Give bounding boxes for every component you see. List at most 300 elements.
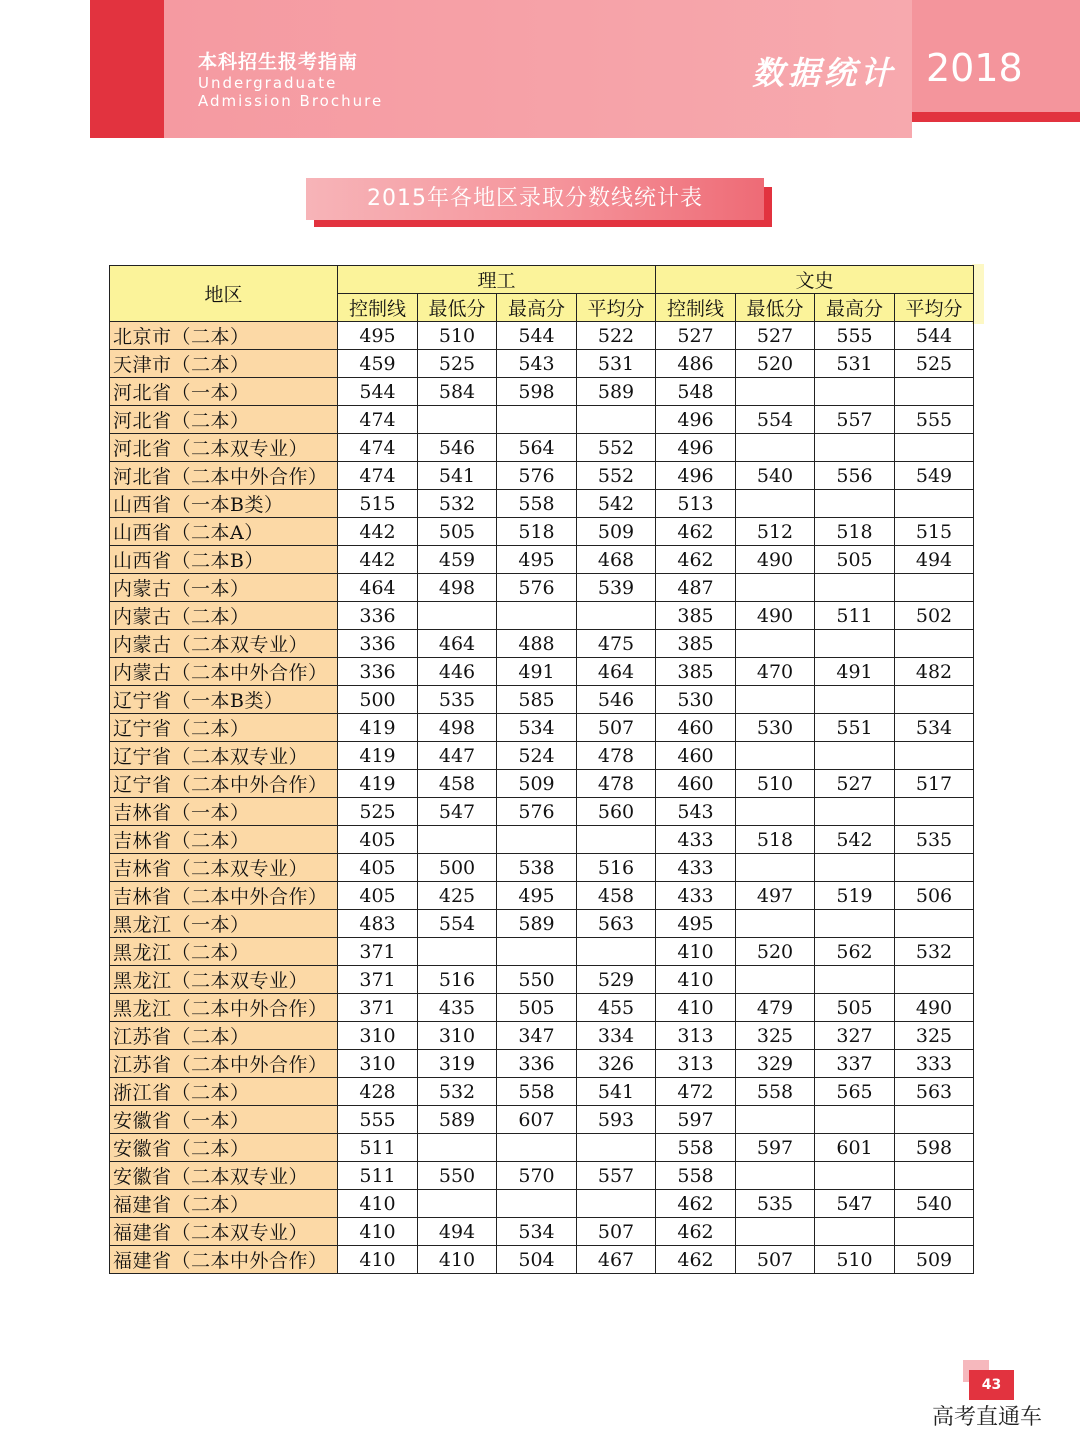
score-cell: 518: [736, 826, 815, 854]
score-cell: 458: [418, 770, 497, 798]
score-cell: 385: [656, 630, 736, 658]
region-cell: 内蒙古（二本）: [110, 602, 338, 630]
table-row: [110, 798, 974, 826]
score-cell: 410: [656, 938, 736, 966]
score-cell: [736, 966, 815, 994]
score-cell: 529: [577, 966, 656, 994]
region-cell: 辽宁省（二本双专业）: [110, 742, 338, 770]
score-cell: 496: [656, 406, 736, 434]
score-cell: 511: [338, 1162, 418, 1190]
region-cell: 黑龙江（二本中外合作）: [110, 994, 338, 1022]
region-cell: 黑龙江（二本双专业）: [110, 966, 338, 994]
score-cell: 462: [656, 1246, 736, 1274]
score-cell: [815, 798, 895, 826]
score-cell: 576: [497, 462, 577, 490]
score-cell: 458: [577, 882, 656, 910]
score-cell: 425: [418, 882, 497, 910]
score-cell: 442: [338, 546, 418, 574]
score-cell: 325: [736, 1022, 815, 1050]
score-cell: 564: [497, 434, 577, 462]
score-cell: 554: [736, 406, 815, 434]
score-cell: [497, 602, 577, 630]
score-cell: 500: [338, 686, 418, 714]
group-header-science: 理工: [338, 266, 656, 294]
score-cell: 334: [577, 1022, 656, 1050]
score-cell: 509: [497, 770, 577, 798]
score-cell: 547: [418, 798, 497, 826]
score-cell: 558: [656, 1162, 736, 1190]
score-cell: [815, 490, 895, 518]
score-cell: [895, 854, 974, 882]
score-cell: 410: [656, 966, 736, 994]
score-cell: 410: [418, 1246, 497, 1274]
region-cell: 河北省（二本双专业）: [110, 434, 338, 462]
score-cell: 502: [895, 602, 974, 630]
score-cell: [895, 1162, 974, 1190]
region-cell: 内蒙古（二本双专业）: [110, 630, 338, 658]
score-cell: 552: [577, 434, 656, 462]
table-row: [110, 910, 974, 938]
score-cell: [815, 1218, 895, 1246]
score-cell: 598: [497, 378, 577, 406]
score-cell: [815, 966, 895, 994]
score-cell: 530: [656, 686, 736, 714]
score-cell: 310: [338, 1022, 418, 1050]
score-cell: [736, 1106, 815, 1134]
score-cell: [895, 798, 974, 826]
score-cell: [736, 1218, 815, 1246]
region-cell: 安徽省（二本双专业）: [110, 1162, 338, 1190]
score-cell: 558: [656, 1134, 736, 1162]
region-cell: 辽宁省（二本）: [110, 714, 338, 742]
score-cell: [736, 742, 815, 770]
score-cell: 524: [497, 742, 577, 770]
score-cell: 490: [895, 994, 974, 1022]
score-cell: 504: [497, 1246, 577, 1274]
score-cell: [895, 1106, 974, 1134]
score-cell: 535: [418, 686, 497, 714]
score-cell: 462: [656, 518, 736, 546]
table-row: [110, 574, 974, 602]
score-cell: 495: [656, 910, 736, 938]
score-cell: 495: [497, 882, 577, 910]
score-cell: 516: [577, 854, 656, 882]
score-cell: 433: [656, 826, 736, 854]
table-row: [110, 854, 974, 882]
score-cell: 494: [418, 1218, 497, 1246]
column-header: 控制线: [338, 294, 418, 322]
score-cell: 558: [736, 1078, 815, 1106]
score-cell: [895, 434, 974, 462]
score-cell: 507: [736, 1246, 815, 1274]
score-cell: 510: [736, 770, 815, 798]
score-cell: [736, 574, 815, 602]
score-cell: 313: [656, 1022, 736, 1050]
score-cell: [577, 938, 656, 966]
score-cell: 447: [418, 742, 497, 770]
score-cell: 462: [656, 1190, 736, 1218]
score-cell: 546: [577, 686, 656, 714]
region-cell: 吉林省（一本）: [110, 798, 338, 826]
score-cell: 460: [656, 742, 736, 770]
table-title: 2015年各地区录取分数线统计表: [306, 178, 764, 220]
score-cell: 410: [656, 994, 736, 1022]
table-body: [110, 322, 974, 1274]
score-cell: 515: [895, 518, 974, 546]
score-cell: 519: [815, 882, 895, 910]
score-cell: 459: [338, 350, 418, 378]
score-cell: [895, 574, 974, 602]
table-row: [110, 490, 974, 518]
score-cell: 498: [418, 574, 497, 602]
score-cell: 333: [895, 1050, 974, 1078]
score-cell: 518: [815, 518, 895, 546]
column-header: 最高分: [497, 294, 577, 322]
column-header: 最低分: [736, 294, 815, 322]
score-cell: 542: [815, 826, 895, 854]
score-cell: 327: [815, 1022, 895, 1050]
table-row: [110, 658, 974, 686]
score-cell: 405: [338, 826, 418, 854]
region-cell: 辽宁省（二本中外合作）: [110, 770, 338, 798]
score-cell: 419: [338, 770, 418, 798]
table-row: [110, 994, 974, 1022]
score-cell: 483: [338, 910, 418, 938]
score-cell: [736, 630, 815, 658]
score-cell: 532: [418, 490, 497, 518]
table-row: [110, 602, 974, 630]
score-cell: [577, 826, 656, 854]
score-cell: 584: [418, 378, 497, 406]
score-cell: 557: [577, 1162, 656, 1190]
year-label: 2018: [926, 46, 1023, 90]
score-cell: 535: [736, 1190, 815, 1218]
region-cell: 福建省（二本中外合作）: [110, 1246, 338, 1274]
score-cell: 505: [497, 994, 577, 1022]
region-cell: 吉林省（二本中外合作）: [110, 882, 338, 910]
score-cell: 385: [656, 602, 736, 630]
region-cell: 安徽省（二本）: [110, 1134, 338, 1162]
score-cell: [736, 910, 815, 938]
score-cell: 488: [497, 630, 577, 658]
score-cell: [736, 1162, 815, 1190]
table-row: [110, 434, 974, 462]
table-row: [110, 1050, 974, 1078]
score-cell: 505: [418, 518, 497, 546]
score-cell: 410: [338, 1246, 418, 1274]
score-cell: [895, 1218, 974, 1246]
score-cell: 576: [497, 574, 577, 602]
region-cell: 天津市（二本）: [110, 350, 338, 378]
score-cell: [418, 406, 497, 434]
score-cell: 562: [815, 938, 895, 966]
table-row: [110, 1022, 974, 1050]
score-cell: 517: [895, 770, 974, 798]
score-cell: 535: [895, 826, 974, 854]
score-cell: [815, 742, 895, 770]
score-cell: 554: [418, 910, 497, 938]
score-cell: 505: [815, 546, 895, 574]
score-cell: 607: [497, 1106, 577, 1134]
score-cell: 546: [418, 434, 497, 462]
score-cell: 313: [656, 1050, 736, 1078]
score-cell: [815, 434, 895, 462]
region-cell: 江苏省（二本中外合作）: [110, 1050, 338, 1078]
score-cell: 478: [577, 770, 656, 798]
table-row: [110, 1190, 974, 1218]
region-cell: 黑龙江（一本）: [110, 910, 338, 938]
score-cell: [736, 686, 815, 714]
score-cell: 470: [736, 658, 815, 686]
watermark: 高考直通车: [932, 1405, 1043, 1430]
score-cell: 433: [656, 882, 736, 910]
score-cell: 500: [418, 854, 497, 882]
table-row: [110, 770, 974, 798]
column-header: 平均分: [895, 294, 974, 322]
score-cell: 516: [418, 966, 497, 994]
score-cell: 543: [656, 798, 736, 826]
score-cell: 371: [338, 966, 418, 994]
score-cell: 446: [418, 658, 497, 686]
score-cell: 405: [338, 854, 418, 882]
score-cell: [895, 490, 974, 518]
score-cell: 329: [736, 1050, 815, 1078]
score-cell: 442: [338, 518, 418, 546]
score-cell: 497: [736, 882, 815, 910]
score-cell: [418, 1190, 497, 1218]
score-cell: 509: [895, 1246, 974, 1274]
score-cell: 589: [577, 378, 656, 406]
score-cell: 518: [497, 518, 577, 546]
brochure-title: [198, 47, 383, 110]
score-cell: 512: [736, 518, 815, 546]
region-cell: 浙江省（二本）: [110, 1078, 338, 1106]
score-cell: 336: [497, 1050, 577, 1078]
score-cell: 527: [815, 770, 895, 798]
region-cell: 黑龙江（二本）: [110, 938, 338, 966]
score-cell: 468: [577, 546, 656, 574]
score-cell: 347: [497, 1022, 577, 1050]
score-cell: 539: [577, 574, 656, 602]
group-header-arts: 文史: [656, 266, 974, 294]
score-cell: 419: [338, 714, 418, 742]
table-row: [110, 322, 974, 350]
score-cell: 371: [338, 938, 418, 966]
score-cell: 510: [418, 322, 497, 350]
section-title: 数据统计: [752, 54, 897, 92]
score-cell: 385: [656, 658, 736, 686]
score-cell: 532: [418, 1078, 497, 1106]
score-cell: 459: [418, 546, 497, 574]
score-table: [109, 265, 974, 1274]
score-cell: 525: [338, 798, 418, 826]
score-cell: 598: [895, 1134, 974, 1162]
region-cell: 山西省（二本B）: [110, 546, 338, 574]
region-cell: 河北省（二本中外合作）: [110, 462, 338, 490]
score-cell: [895, 630, 974, 658]
score-cell: 585: [497, 686, 577, 714]
score-cell: 557: [815, 406, 895, 434]
table-row: [110, 938, 974, 966]
score-cell: 550: [497, 966, 577, 994]
score-cell: 505: [815, 994, 895, 1022]
score-cell: 336: [338, 658, 418, 686]
score-cell: 531: [815, 350, 895, 378]
score-cell: 570: [497, 1162, 577, 1190]
score-cell: 540: [895, 1190, 974, 1218]
region-cell: 山西省（二本A）: [110, 518, 338, 546]
table-row: [110, 1134, 974, 1162]
score-cell: 495: [497, 546, 577, 574]
score-cell: 555: [338, 1106, 418, 1134]
score-cell: 532: [895, 938, 974, 966]
score-cell: 507: [577, 714, 656, 742]
table-row: [110, 462, 974, 490]
score-cell: 525: [418, 350, 497, 378]
table-header: [110, 266, 974, 322]
score-cell: 550: [418, 1162, 497, 1190]
header-banner-accent: [912, 112, 1080, 122]
score-cell: 410: [338, 1190, 418, 1218]
score-cell: [418, 1134, 497, 1162]
score-cell: 475: [577, 630, 656, 658]
score-cell: 534: [497, 714, 577, 742]
region-cell: 内蒙古（二本中外合作）: [110, 658, 338, 686]
score-cell: 337: [815, 1050, 895, 1078]
score-cell: 515: [338, 490, 418, 518]
region-cell: 河北省（一本）: [110, 378, 338, 406]
region-cell: 山西省（一本B类）: [110, 490, 338, 518]
score-cell: 527: [656, 322, 736, 350]
score-cell: 544: [895, 322, 974, 350]
table-row: [110, 742, 974, 770]
score-cell: 530: [736, 714, 815, 742]
score-cell: 467: [577, 1246, 656, 1274]
region-cell: 安徽省（一本）: [110, 1106, 338, 1134]
score-cell: 543: [497, 350, 577, 378]
score-cell: 460: [656, 714, 736, 742]
table-row: [110, 826, 974, 854]
score-cell: 513: [656, 490, 736, 518]
score-cell: [497, 1190, 577, 1218]
score-cell: 541: [577, 1078, 656, 1106]
region-cell: 吉林省（二本双专业）: [110, 854, 338, 882]
score-cell: 487: [656, 574, 736, 602]
region-cell: 江苏省（二本）: [110, 1022, 338, 1050]
score-cell: [815, 1106, 895, 1134]
score-cell: [418, 602, 497, 630]
table-row: [110, 1078, 974, 1106]
score-cell: 552: [577, 462, 656, 490]
table-row: [110, 546, 974, 574]
score-cell: 490: [736, 602, 815, 630]
table-row: [110, 966, 974, 994]
score-cell: 555: [895, 406, 974, 434]
table-row: [110, 630, 974, 658]
score-cell: 336: [338, 630, 418, 658]
brochure-title-en-2: Admission Brochure: [198, 92, 384, 110]
page-number: 43: [969, 1370, 1014, 1400]
region-cell: 福建省（二本）: [110, 1190, 338, 1218]
table-row: [110, 1218, 974, 1246]
score-cell: 551: [815, 714, 895, 742]
score-cell: 593: [577, 1106, 656, 1134]
score-cell: 460: [656, 770, 736, 798]
score-cell: 479: [736, 994, 815, 1022]
score-cell: 547: [815, 1190, 895, 1218]
score-cell: 558: [497, 1078, 577, 1106]
score-cell: [815, 686, 895, 714]
score-cell: [736, 490, 815, 518]
score-cell: 511: [815, 602, 895, 630]
score-cell: [418, 826, 497, 854]
table-row: [110, 714, 974, 742]
score-cell: 563: [577, 910, 656, 938]
score-cell: 310: [418, 1022, 497, 1050]
region-cell: 吉林省（二本）: [110, 826, 338, 854]
score-cell: [895, 686, 974, 714]
brochure-title-en-1: Undergraduate: [198, 74, 338, 92]
score-cell: [736, 434, 815, 462]
score-cell: 482: [895, 658, 974, 686]
table-row: [110, 1246, 974, 1274]
score-cell: [497, 826, 577, 854]
score-cell: 527: [736, 322, 815, 350]
score-cell: [815, 574, 895, 602]
score-cell: 455: [577, 994, 656, 1022]
score-cell: 563: [895, 1078, 974, 1106]
score-cell: [895, 742, 974, 770]
score-cell: 531: [577, 350, 656, 378]
score-cell: [736, 378, 815, 406]
score-cell: 486: [656, 350, 736, 378]
score-cell: [577, 1134, 656, 1162]
score-cell: [815, 1162, 895, 1190]
column-header: 平均分: [577, 294, 656, 322]
table-row: [110, 350, 974, 378]
table-row: [110, 378, 974, 406]
score-cell: 326: [577, 1050, 656, 1078]
table-row: [110, 1162, 974, 1190]
score-cell: [736, 798, 815, 826]
score-cell: 474: [338, 434, 418, 462]
score-cell: 371: [338, 994, 418, 1022]
score-cell: [895, 966, 974, 994]
score-cell: 474: [338, 462, 418, 490]
score-cell: 419: [338, 742, 418, 770]
score-cell: 474: [338, 406, 418, 434]
score-cell: [497, 1134, 577, 1162]
score-cell: 597: [656, 1106, 736, 1134]
score-cell: 509: [577, 518, 656, 546]
score-cell: 542: [577, 490, 656, 518]
score-cell: 589: [418, 1106, 497, 1134]
region-cell: 河北省（二本）: [110, 406, 338, 434]
score-cell: 472: [656, 1078, 736, 1106]
score-cell: 520: [736, 350, 815, 378]
score-cell: 494: [895, 546, 974, 574]
score-cell: 498: [418, 714, 497, 742]
score-cell: 319: [418, 1050, 497, 1078]
brochure-title-cn: 本科招生报考指南: [198, 51, 359, 73]
score-cell: 478: [577, 742, 656, 770]
score-cell: 491: [497, 658, 577, 686]
score-cell: [815, 854, 895, 882]
score-cell: 558: [497, 490, 577, 518]
score-cell: 534: [895, 714, 974, 742]
score-cell: 601: [815, 1134, 895, 1162]
score-cell: 510: [815, 1246, 895, 1274]
